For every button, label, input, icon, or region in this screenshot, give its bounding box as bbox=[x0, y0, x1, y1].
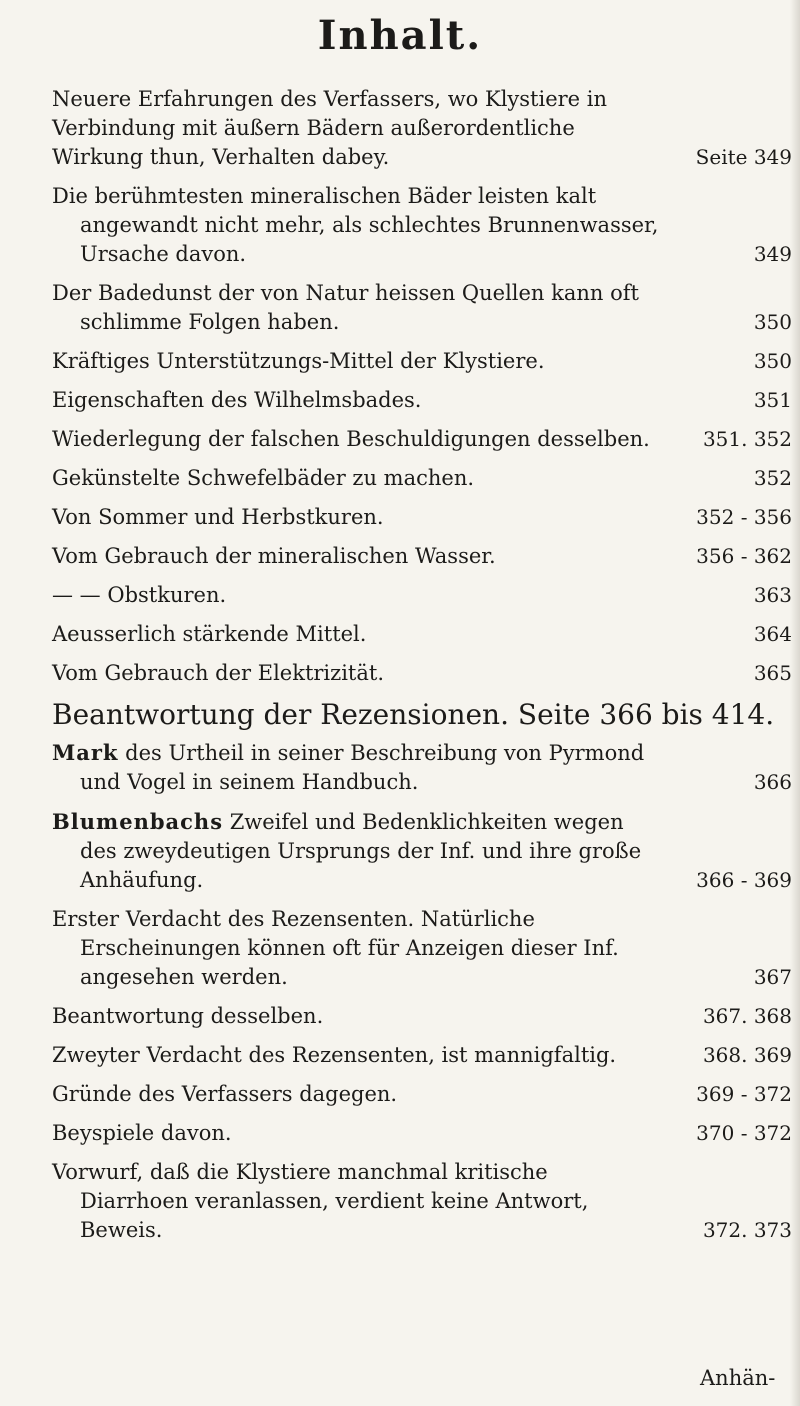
toc-entry-text bbox=[52, 1158, 662, 1245]
toc-entry bbox=[52, 279, 792, 337]
toc-entry-body: Zweyter Verdacht des Rezensenten, ist mannigfaltig. bbox=[52, 1043, 617, 1067]
toc-entry-page: 372. 373 bbox=[702, 1218, 792, 1242]
toc-entry bbox=[52, 738, 792, 797]
toc-entry-body: Neuere Erfahrungen des Verfassers, wo Klystiere in Verbindung mit äußern Bädern außerordentliche Wirkung thun, Verhalten dabey. bbox=[52, 87, 608, 169]
toc-entry-text bbox=[52, 1002, 662, 1031]
toc-entry bbox=[52, 905, 792, 992]
toc-entry-author: Mark bbox=[52, 740, 119, 765]
toc-entry bbox=[52, 1158, 792, 1245]
toc-entry-body: Gekünstelte Schwefelbäder zu machen. bbox=[52, 466, 475, 490]
toc-entry-body: Der Badedunst der von Natur heissen Quellen kann oft schlimme Folgen haben. bbox=[52, 281, 639, 334]
toc-entry-page: 356 - 362 bbox=[696, 544, 792, 568]
toc-entry-text bbox=[52, 85, 662, 172]
toc-entry-text bbox=[52, 279, 662, 337]
toc-entry-page: 370 - 372 bbox=[696, 1121, 792, 1145]
toc-entry-text bbox=[52, 542, 662, 571]
toc-entry-body: Vom Gebrauch der mineralischen Wasser. bbox=[52, 544, 496, 568]
toc-entry-text bbox=[52, 659, 662, 688]
toc-entry-text bbox=[52, 807, 662, 895]
toc-entry bbox=[52, 1119, 792, 1148]
toc-entry bbox=[52, 659, 792, 688]
toc-entry bbox=[52, 581, 792, 610]
toc-entry-text bbox=[52, 1119, 662, 1148]
toc-entry-body: Zweifel und Bedenklichkeiten wegen des zweydeutigen Ursprungs der Inf. und ihre große Anhäufung. bbox=[80, 810, 642, 892]
toc-entry-page: 351 bbox=[753, 388, 792, 412]
toc-entry bbox=[52, 542, 792, 571]
toc-entry-page: 368. 369 bbox=[702, 1043, 792, 1067]
toc-entry-page: 366 - 369 bbox=[696, 868, 792, 892]
section-heading: Beantwortung der Rezensionen. Seite 366 bis 414. bbox=[52, 698, 775, 731]
page-title: Inhalt. bbox=[317, 12, 483, 59]
toc-entry-page: 365 bbox=[753, 661, 792, 685]
toc-entry-body: Vom Gebrauch der Elektrizität. bbox=[52, 661, 384, 685]
toc-entry-page: 350 bbox=[753, 349, 792, 373]
toc-entry bbox=[52, 620, 792, 649]
toc-entry-body: Aeusserlich stärkende Mittel. bbox=[52, 622, 367, 646]
toc-entry-text bbox=[52, 905, 662, 992]
toc-entry bbox=[52, 347, 792, 376]
catchword: Anhän- bbox=[700, 1366, 776, 1390]
toc-entry-body: Wiederlegung der falschen Beschuldigungen desselben. bbox=[52, 427, 650, 451]
toc-entry-page: 349 bbox=[753, 242, 792, 266]
toc-entry-page: 352 - 356 bbox=[696, 505, 792, 529]
toc-entry-text bbox=[52, 1080, 662, 1109]
toc-entry bbox=[52, 503, 792, 532]
toc-entry bbox=[52, 425, 792, 454]
toc-entry-body: — — Obstkuren. bbox=[52, 583, 227, 607]
toc-entry-body: Kräftiges Unterstützungs-Mittel der Klystiere. bbox=[52, 349, 545, 373]
toc-entry bbox=[52, 386, 792, 415]
toc-entry-text bbox=[52, 503, 662, 532]
toc-entry-body: Erster Verdacht des Rezensenten. Natürliche Erscheinungen können oft für Anzeigen dieser Inf. angesehen werden. bbox=[52, 907, 619, 989]
toc-entry-text bbox=[52, 182, 662, 269]
toc-entry-body: Vorwurf, daß die Klystiere manchmal kritische Diarrhoen veranlassen, verdient keine Antwort, Beweis. bbox=[52, 1160, 589, 1242]
toc-entry-page: 352 bbox=[753, 466, 792, 490]
toc-entry-body: Beantwortung desselben. bbox=[52, 1004, 324, 1028]
toc-entry-text bbox=[52, 425, 662, 454]
toc-entry bbox=[52, 807, 792, 895]
toc-entry-body: Von Sommer und Herbstkuren. bbox=[52, 505, 384, 529]
toc-entry-page: 367 bbox=[753, 965, 792, 989]
toc-entry-author: Blumenbachs bbox=[52, 809, 224, 834]
toc-entry bbox=[52, 85, 792, 172]
toc-entry-body: Beyspiele davon. bbox=[52, 1121, 232, 1145]
toc-entry-page: 366 bbox=[753, 770, 792, 794]
toc-entry-text bbox=[52, 347, 662, 376]
toc-entry bbox=[52, 1080, 792, 1109]
toc-entry-text bbox=[52, 386, 662, 415]
toc-entry-page: 350 bbox=[753, 310, 792, 334]
toc-list-bottom bbox=[52, 738, 792, 1245]
toc-entry-body: Die berühmtesten mineralischen Bäder leisten kalt angewandt nicht mehr, als schlechtes Brunnenwasser, Ursache davon. bbox=[52, 184, 659, 266]
toc-entry-body: Eigenschaften des Wilhelmsbades. bbox=[52, 388, 422, 412]
toc-entry-body: Gründe des Verfassers dagegen. bbox=[52, 1082, 398, 1106]
toc-entry-text bbox=[52, 581, 662, 610]
toc-entry bbox=[52, 1041, 792, 1070]
toc-entry-page: Seite 349 bbox=[695, 145, 792, 169]
toc-entry bbox=[52, 464, 792, 493]
toc-entry bbox=[52, 182, 792, 269]
toc-entry-page: 367. 368 bbox=[702, 1004, 792, 1028]
table-of-contents bbox=[52, 85, 792, 1245]
toc-entry-body: des Urtheil in seiner Beschreibung von Pyrmond und Vogel in seinem Handbuch. bbox=[80, 741, 645, 794]
toc-entry-page: 364 bbox=[753, 622, 792, 646]
toc-entry-page: 363 bbox=[753, 583, 792, 607]
toc-entry-page: 369 - 372 bbox=[696, 1082, 792, 1106]
toc-entry-page: 351. 352 bbox=[702, 427, 792, 451]
toc-entry-text bbox=[52, 738, 662, 797]
toc-entry-text bbox=[52, 1041, 662, 1070]
toc-list-top bbox=[52, 85, 792, 688]
toc-entry-text bbox=[52, 620, 662, 649]
toc-entry bbox=[52, 1002, 792, 1031]
toc-entry-text bbox=[52, 464, 662, 493]
